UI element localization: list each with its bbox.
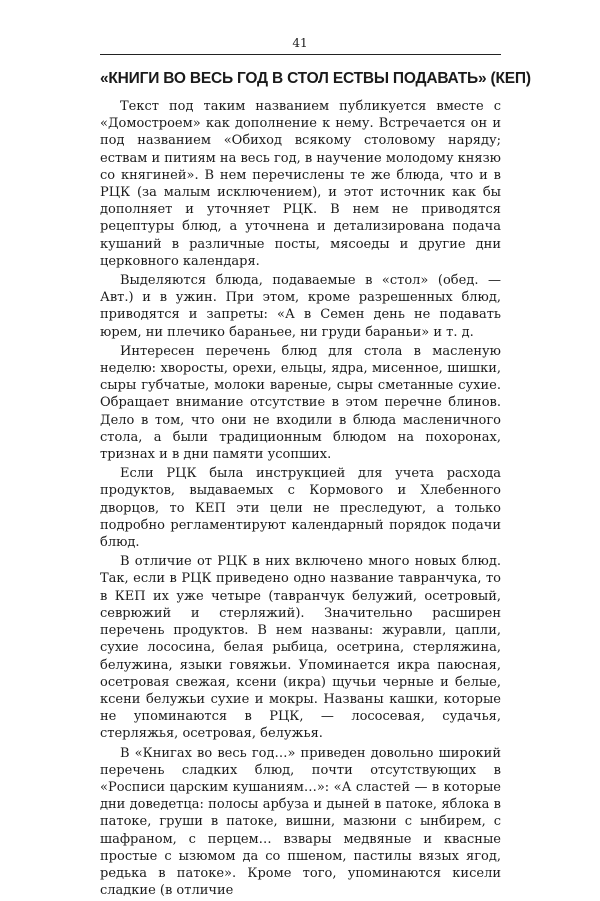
paragraph: В «Книгах во весь год…» приведен довольно широкий перечень сладких блюд, почти отсутствующих в «Росписи царским кушаниям…»: «А сластей — в которые дни доведетца: полосы арбуза и дыней в патоке, яблока в патоке, груши в патоке, вишни, мазюни с ынбирем, с шафраном, с перцем… взвары медвяные и квасные простые с ызюмом да со пшеном, пастилы вязых ягод, редька в патоке». Кроме того, упоминаются кисели сладкие (в отличие	[100, 745, 501, 899]
paragraph: Текст под таким названием публикуется вместе с «Домостроем» как дополнение к нему. Встречается он и под названием «Обиход всякому столовому наряду; ествам и питиям на весь год, в научение молодому князю со княгиней». В нем перечислены те же блюда, что и в РЦК (за малым исключением), и этот источник как бы дополняет и уточняет РЦК. В нем не приводятся рецептуры блюд, а уточнена и детализирована подача кушаний в различные посты, мясоеды и другие дни церковного календаря.	[100, 99, 501, 269]
paragraph: Выделяются блюда, подаваемые в «стол» (обед. — Авт.) и в ужин. При этом, кроме разрешенных блюд, приводятся и запреты: «А в Семен день не подавать юрем, ни плечико бараньее, ни груди бараньи» и т. д.	[100, 273, 501, 340]
paragraph: Интересен перечень блюд для стола в масленую неделю: хворосты, орехи, ельцы, ядра, мисенное, шишки, сыры губчатые, молоки вареные, сыры сметанные сухие. Обращает внимание отсутствие в этом перечне блинов. Дело в том, что они не входили в блюда масленичного стола, а были традиционным блюдом на похоронах, тризнах и в дни памяти усопших.	[100, 343, 501, 463]
page-number: 41	[292, 36, 308, 50]
header-rule	[100, 54, 501, 55]
body-text	[100, 98, 501, 901]
paragraph: В отличие от РЦК в них включено много новых блюд. Так, если в РЦК приведено одно название тавранчука, то в КЕП их уже четыре (тавранчук белужий, осетровый, севрюжий и стерляжий). Значительно расширен перечень продуктов. В нем названы: журавли, цапли, сухие лососина, белая рыбица, осетрина, стерляжина, белужина, языки говяжьи. Упоминается икра паюсная, осетровая свежая, ксени (икра) щучьи черные и белые, ксени белужьи сухие и мокры. Названы кашки, которые не упоминаются в РЦК, — лососевая, судачья, стерляжья, осетровая, белужья.	[100, 554, 501, 742]
paragraph: Если РЦК была инструкцией для учета расхода продуктов, выдаваемых с Кормового и Хлебенного дворцов, то КЕП эти цели не преследуют, а только подробно регламентируют календарный порядок подачи блюд.	[100, 466, 501, 551]
chapter-title: «КНИГИ ВО ВЕСЬ ГОД В СТОЛ ЕСТВЫ ПОДАВАТЬ» (КЕП)	[100, 70, 531, 87]
